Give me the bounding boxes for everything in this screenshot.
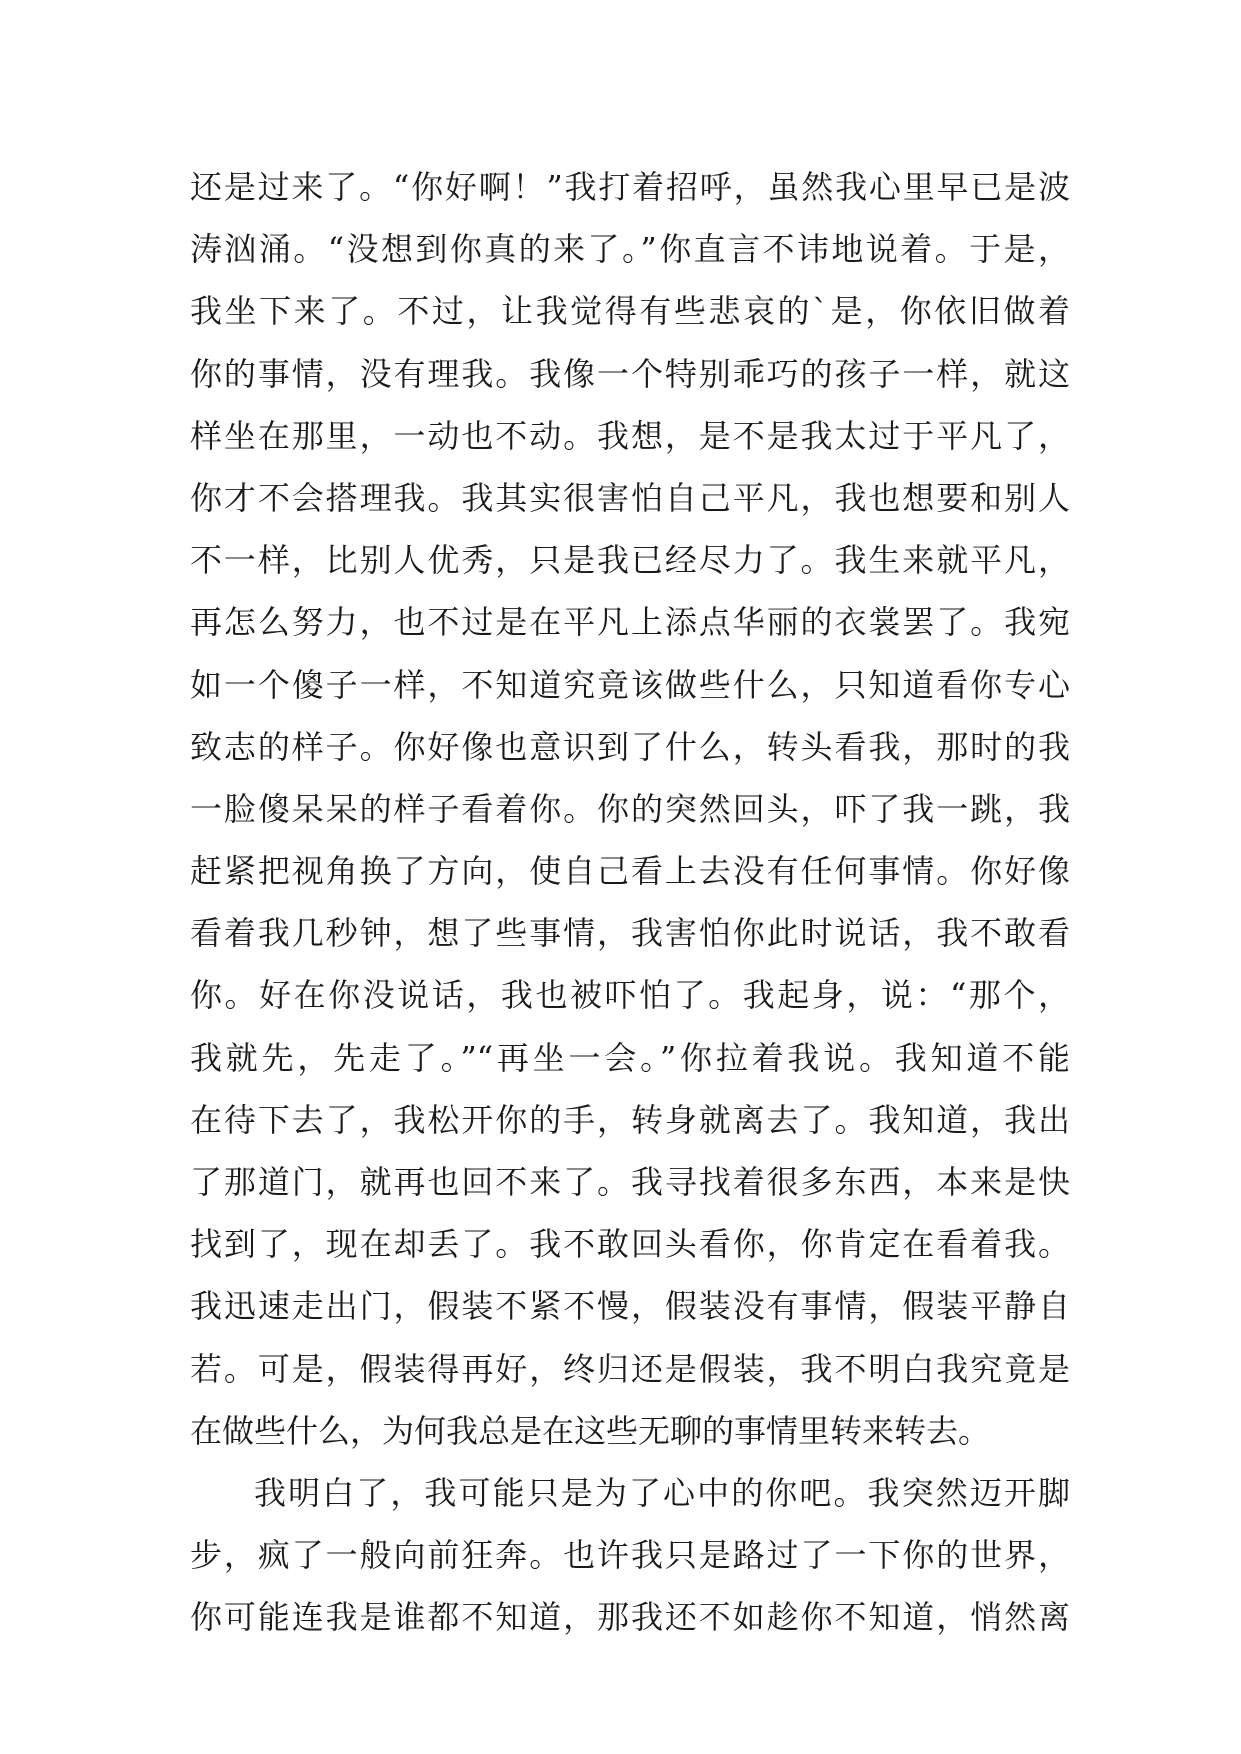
text-line: 我明白了，我可能只是为了心中的你吧。我突然迈开脚 (254, 1473, 1070, 1512)
text-line: 我迅速走出门，假装不紧不慢，假装没有事情，假装平静自 (190, 1287, 1070, 1326)
text-line: 我就先，先走了。”“再坐一会。”你拉着我说。我知道不能 (190, 1038, 1070, 1077)
text-line: 我坐下来了。不过，让我觉得有些悲哀的`是，你依旧做着 (190, 292, 1070, 331)
text-line: 了那道门，就再也回不来了。我寻找着很多东西，本来是快 (190, 1163, 1070, 1201)
text-line: 你可能连我是谁都不知道，那我还不如趁你不知道，悄然离 (190, 1598, 1070, 1637)
text-line: 不一样，比别人优秀，只是我已经尽力了。我生来就平凡， (190, 541, 1070, 580)
text-line: 你的事情，没有理我。我像一个特别乖巧的孩子一样，就这 (190, 354, 1070, 393)
text-line: 如一个傻子一样，不知道究竟该做些什么，只知道看你专心 (190, 665, 1070, 704)
text-line: 致志的样子。你好像也意识到了什么，转头看我，那时的我 (190, 727, 1070, 766)
paragraph-1 (190, 156, 1070, 1462)
text-line: 在待下去了，我松开你的手，转身就离去了。我知道，我出 (190, 1100, 1070, 1139)
text-line: 一脸傻呆呆的样子看着你。你的突然回头，吓了我一跳，我 (190, 789, 1070, 828)
text-line: 你。好在你没说话，我也被吓怕了。我起身，说：“那个， (190, 976, 1070, 1015)
text-line: 步，疯了一般向前狂奔。也许我只是路过了一下你的世界， (190, 1536, 1070, 1575)
text-line: 样坐在那里，一动也不动。我想，是不是我太过于平凡了， (190, 416, 1070, 455)
body-text (190, 156, 1070, 1649)
text-line: 看着我几秒钟，想了些事情，我害怕你此时说话，我不敢看 (190, 914, 1070, 953)
text-line: 在做些什么，为何我总是在这些无聊的事情里转来转去。 (190, 1411, 991, 1450)
paragraph-2 (190, 1462, 1070, 1649)
text-line: 涛汹涌。“没想到你真的来了。”你直言不讳地说着。于是， (190, 230, 1070, 269)
text-line: 赶紧把视角换了方向，使自己看上去没有任何事情。你好像 (190, 852, 1070, 891)
text-line: 你才不会搭理我。我其实很害怕自己平凡，我也想要和别人 (190, 478, 1070, 517)
text-line: 还是过来了。“你好啊！”我打着招呼，虽然我心里早已是波 (190, 168, 1070, 206)
text-line: 若。可是，假装得再好，终归还是假装，我不明白我究竟是 (190, 1349, 1070, 1388)
text-line: 再怎么努力，也不过是在平凡上添点华丽的衣裳罢了。我宛 (190, 603, 1070, 642)
text-line: 找到了，现在却丢了。我不敢回头看你，你肯定在看着我。 (190, 1225, 1070, 1264)
